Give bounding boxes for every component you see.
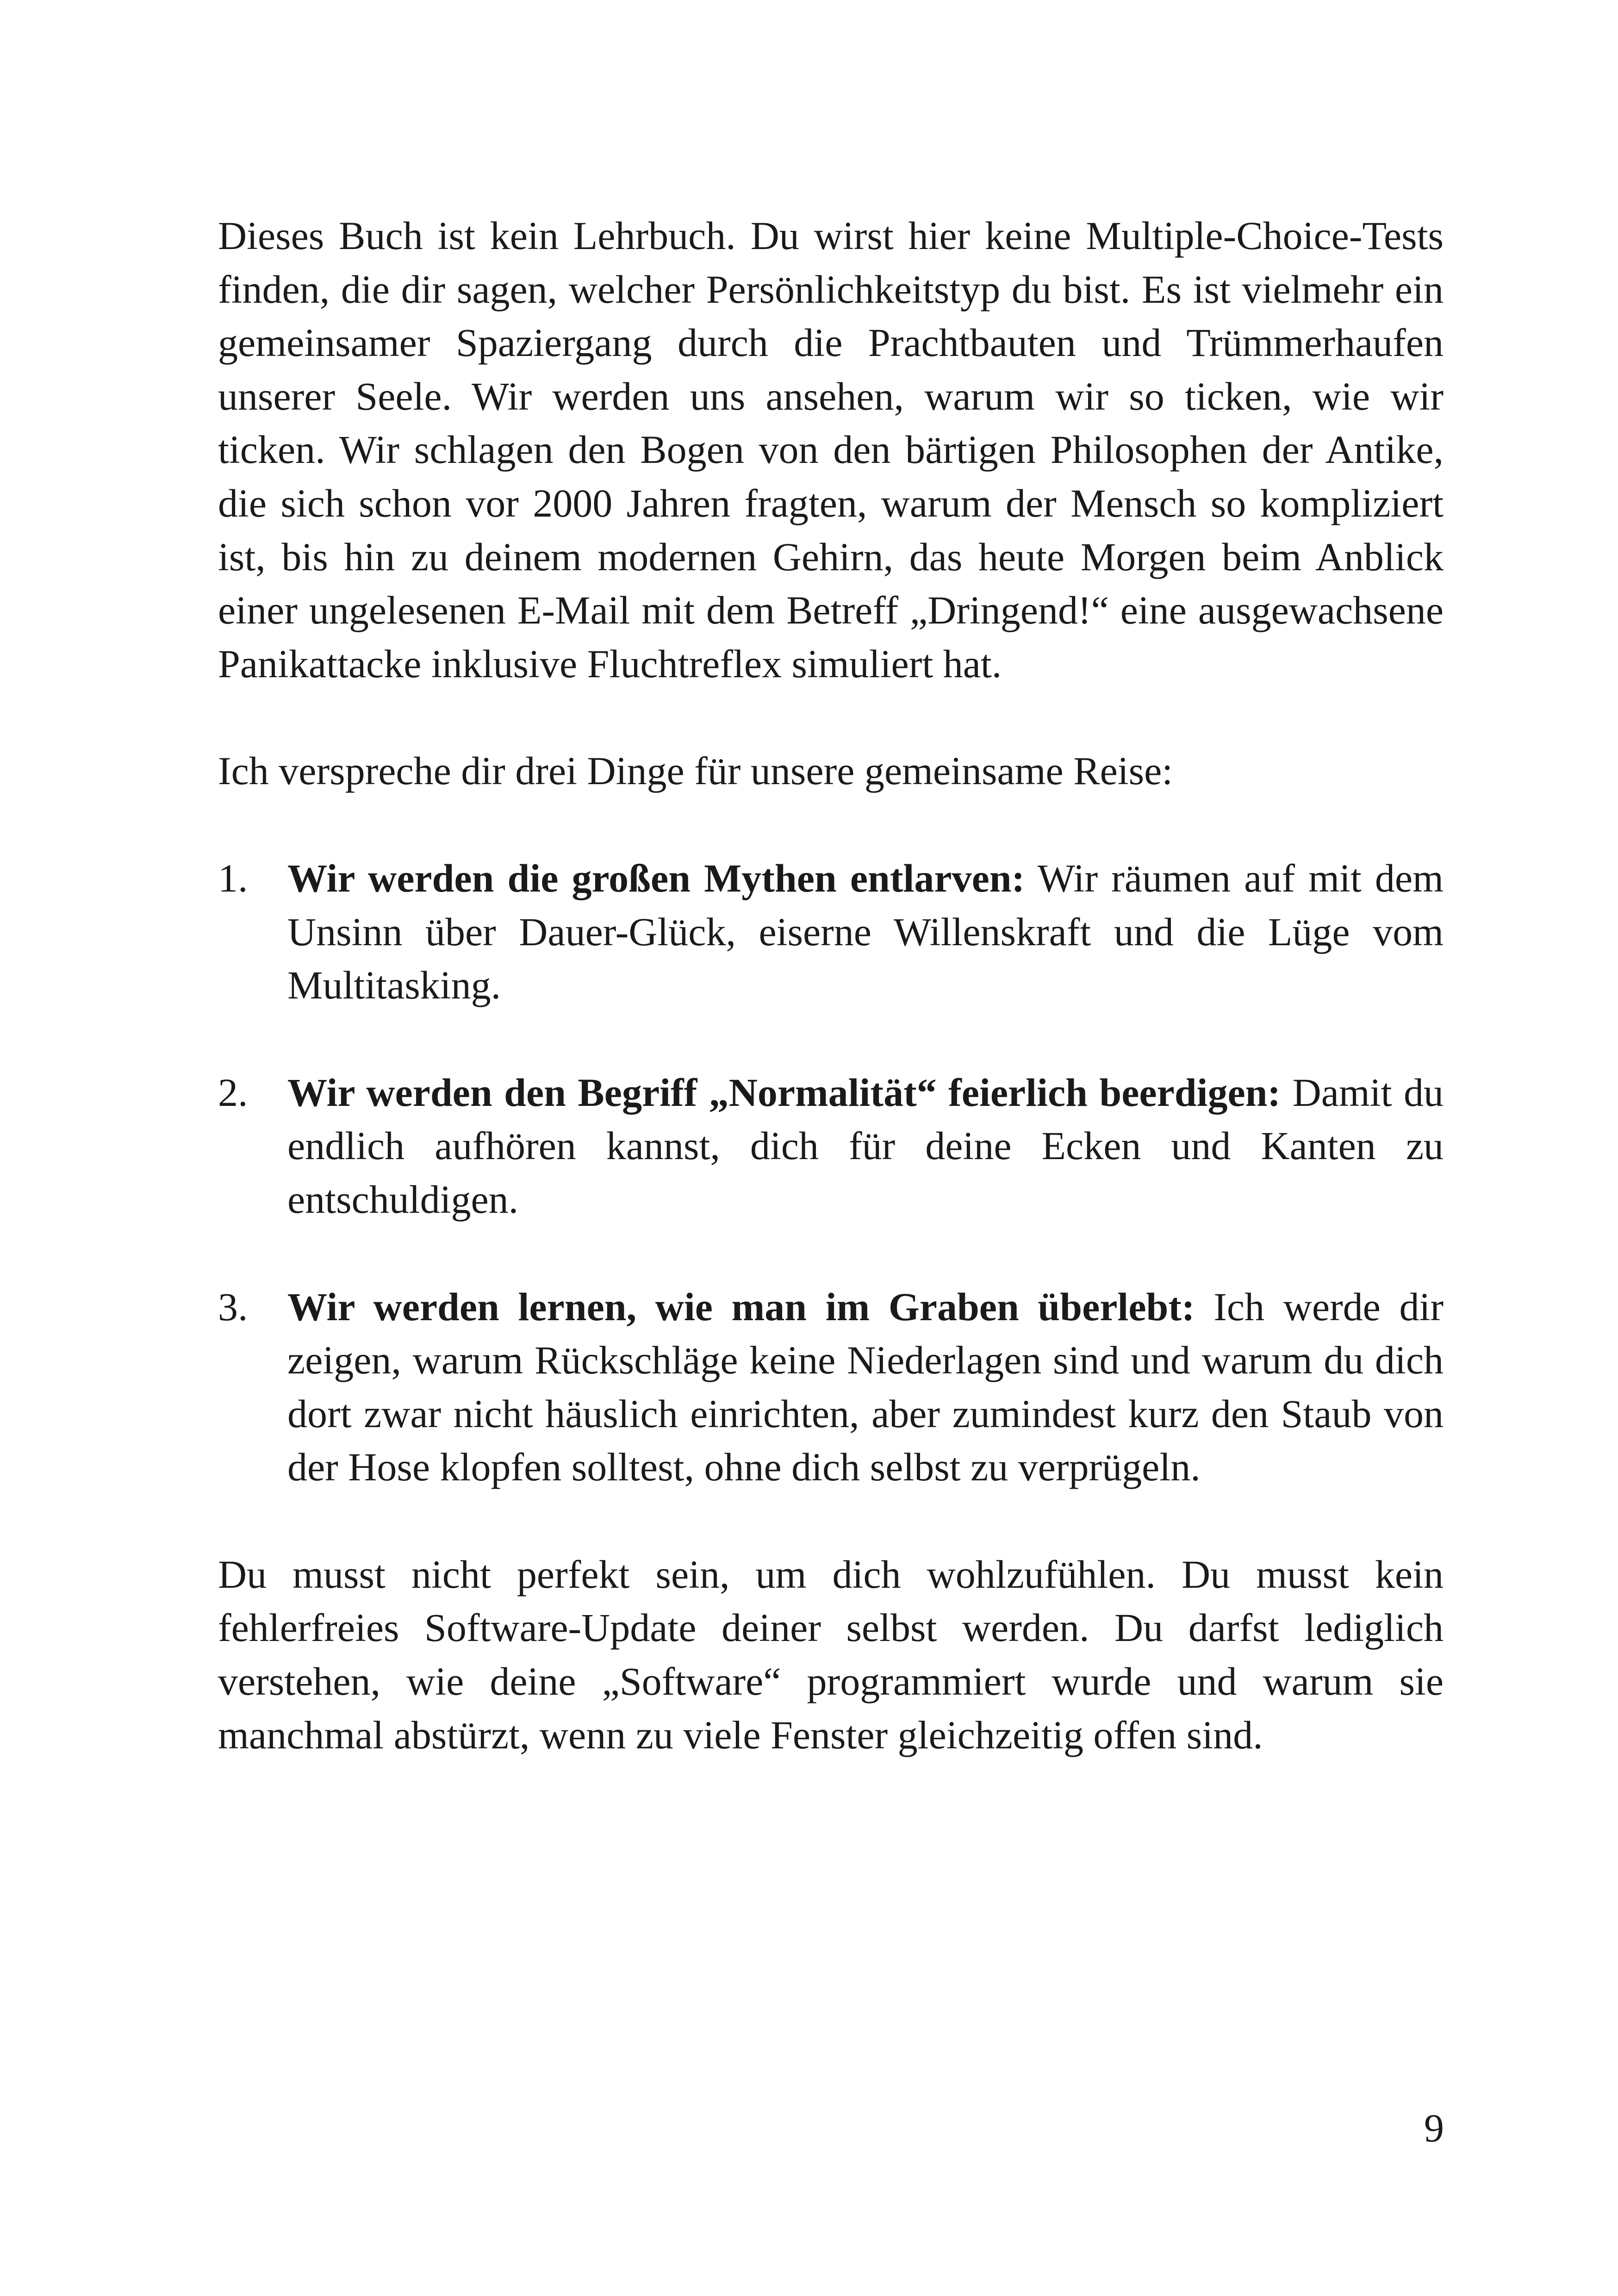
list-item-title: Wir werden die großen Mythen entlarven: — [287, 855, 1025, 900]
list-item — [218, 1066, 1444, 1227]
promise-paragraph: Ich verspreche dir drei Dinge für unsere gemeinsame Reise: — [218, 749, 1173, 793]
list-item-title: Wir werden den Begriff „Normalität“ feierlich beerdigen: — [287, 1070, 1281, 1115]
promise-list — [218, 852, 1444, 1494]
list-item-text: Ich werde dir zeigen, warum Rückschläge keine Niederlagen sind und warum du dich dort zwar nicht häuslich einrichten, aber zumindest kurz den Staub von der Hose klopfen solltest, ohne dich selbst zu verprügeln. — [287, 1284, 1444, 1490]
list-item-number: 2. — [218, 1070, 248, 1115]
list-item — [218, 1280, 1444, 1494]
body-text — [218, 209, 1444, 1762]
closing-paragraph: Du musst nicht perfekt sein, um dich wohlzufühlen. Du musst kein fehlerfreies Software-Update deiner selbst werden. Du darfst lediglich verstehen, wie deine „Software“ programmiert wurde und warum sie manchmal abstürzt, wenn zu viele Fenster gleichzeitig offen sind. — [218, 1552, 1444, 1757]
list-item-body — [287, 852, 1444, 1012]
list-item-body — [287, 1280, 1444, 1494]
list-item-text: Damit du endlich aufhören kannst, dich für deine Ecken und Kanten zu entschuldigen. — [287, 1070, 1444, 1222]
page-number: 9 — [1424, 2106, 1444, 2150]
list-item-text: Wir räumen auf mit dem Unsinn über Dauer-Glück, eiserne Willenskraft und die Lüge vom Multitasking. — [287, 855, 1444, 1008]
list-item-number: 1. — [218, 855, 248, 900]
list-item-number: 3. — [218, 1284, 248, 1329]
list-item-body — [287, 1066, 1444, 1227]
list-item — [218, 852, 1444, 1012]
intro-paragraph: Dieses Buch ist kein Lehrbuch. Du wirst hier keine Multiple-Choice-Tests finden, die dir sagen, welcher Persönlichkeitstyp du bist. Es ist vielmehr ein gemeinsamer Spaziergang durch die Prachtbauten und Trümmerhaufen unserer Seele. Wir werden uns ansehen, warum wir so ticken, wie wir ticken. Wir schlagen den Bogen von den bärtigen Philosophen der Antike, die sich schon vor 2000 Jahren fragten, warum der Mensch so kompliziert ist, bis hin zu deinem modernen Gehirn, das heute Morgen beim Anblick einer ungelesenen E-Mail mit dem Betreff „Dringend!“ eine ausgewachsene Panikattacke inklusive Fluchtreflex simuliert hat. — [218, 213, 1444, 686]
list-item-title: Wir werden lernen, wie man im Graben überlebt: — [287, 1284, 1195, 1329]
